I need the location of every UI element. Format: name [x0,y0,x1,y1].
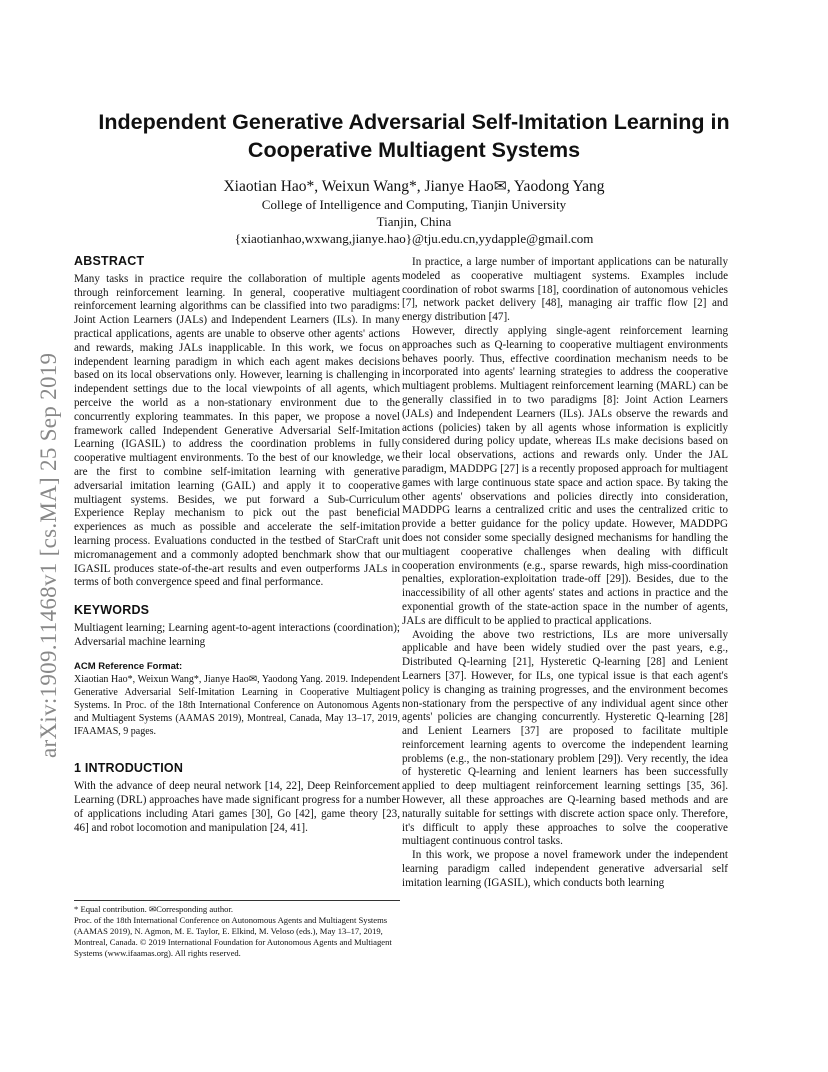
intro-paragraph-1: With the advance of deep neural network [14, 22], Deep Reinforcement Learning (DRL) approaches have made significant progress for a number of applications including Atari games [30], Go [42], game theory [23, 46] and robot locomotion and manipulation [24, 41]. [74,780,400,834]
acm-reference-heading: ACM Reference Format: [74,660,183,672]
keywords-text: Multiagent learning; Learning agent-to-agent interactions (coordination); Adversarial machine learning [74,621,400,648]
keywords-heading: KEYWORDS [74,603,150,618]
paper-title: Independent Generative Adversarial Self-Imitation Learning in Cooperative Multiagent Systems [98,110,730,162]
intro-paragraph-2: In practice, a large number of important applications can be naturally modeled as cooperative multiagent systems. Examples include coordination of robot swarms [18], coordination of autonomous vehicles [7], network packet delivery [48], managing air traffic flow [2] and energy distribution [47]. [402,256,728,324]
footnotes [74,900,400,959]
abstract-heading: ABSTRACT [74,254,145,268]
affiliation-location: Tianjin, China [376,214,452,229]
abstract-text: Many tasks in practice require the collaboration of multiple agents through reinforcement learning. In general, cooperative multiagent reinforcement learning algorithms can be classified into two paradigms: Joint Action Learners (JALs) and Independent Learners (ILs). In many practical applications, agents are unable to observe other agents' actions and rewards, making JALs inapplicable. In this work, we focus on independent learning paradigm in which each agent makes decisions based on its local observations only. However, learning is challenging in independent settings due to the local viewpoints of all agents, which perceive the world as a non-stationary environment due to the concurrently exploring teammates. In this paper, we propose a novel framework called Independent Generative Adversarial Self-Imitation Learning (IGASIL) to address the coordination problems in fully cooperative multiagent environments. To the best of our knowledge, we are the first to combine self-imitation learning with generative adversarial imitation learning (GAIL) and apply it to cooperative multiagent systems. Besides, we put forward a Sub-Curriculum Experience Replay mechanism to pick out the past beneficial experiences as much as possible and accelerate the self-imitation learning process. Evaluations conducted in the testbed of StarCraft unit micromanagement and a commonly adopted benchmark show that our IGASIL produces state-of-the-art results and even outperforms JALs in terms of both convergence speed and final performance. [74,272,400,589]
intro-paragraph-4: Avoiding the above two restrictions, ILs are more universally applicable and have been widely studied over the past years, e.g., Distributed Q-learning [21], Hysteretic Q-learning [28] and Lenient Learners [37]. However, for ILs, one typical issue is that each agent's policy is changing as training progresses, and the environment becomes non-stationary from the perspective of any individual agent since other agents' policies are changing concurrently. Hysteretic Q-learning [28] and Lenient Learners [37] are proposed to facilitate multiple reinforcement learning agents to overcome the independent learning problems (e.g., the non-stationary problem [29]). Very recently, the idea of hysteretic Q-learning and lenient learners has been successfully applied to deep multiagent reinforcement learning settings [35, 36]. However, all these approaches are Q-learning based methods and are naturally suitable for settings with discrete action space only. Therefore, it's difficult to apply these approaches to solve the cooperative multiagent continuous control tasks. [402,628,728,848]
intro-paragraph-5: In this work, we propose a novel framework under the independent learning paradigm called independent generative adversarial self imitation learning (IGASIL), which conducts both learning [402,849,728,889]
affiliation-institution: College of Intelligence and Computing, Tianjin University [261,197,567,212]
affiliation-block [60,196,768,247]
footnote-contribution: * Equal contribution. ✉Corresponding author. [74,904,234,914]
right-column [402,256,728,891]
affiliation-emails: {xiaotianhao,wxwang,jianye.hao}@tju.edu.cn,yydapple@gmail.com [234,231,594,246]
author-list: Xiaotian Hao*, Weixun Wang*, Jianye Hao✉, Yaodong Yang [223,178,605,195]
acm-reference-text: Xiaotian Hao*, Weixun Wang*, Jianye Hao✉, Yaodong Yang. 2019. Independent Generative Adversarial Self-Imitation Learning in Cooperative Multiagent Systems. In Proc. of the 18th International Conference on Autonomous Agents and Multiagent Systems (AAMAS 2019), Montreal, Canada, May 13–17, 2019, IFAAMAS, 9 pages. [74,674,400,738]
introduction-heading: 1 INTRODUCTION [74,761,184,776]
arxiv-identifier: arXiv:1909.11468v1 [cs.MA] 25 Sep 2019 [36,352,61,758]
intro-paragraph-3: However, directly applying single-agent reinforcement learning approaches such as Q-learning to cooperative multiagent environments behaves poorly. Thus, effective coordination mechanism needs to be incorporated into agents' learning strategies to address the cooperative multiagent problems. Multiagent reinforcement learning (MARL) can be generally classified in to two paradigms [8]: Joint Action Learners (JALs) and Independent Learners (ILs). JALs observe the rewards and actions (policies) taken by all agents whose information is explicitly considered during policy update, whereas ILs make decisions based on their local observations, actions and rewards only. Under the JAL paradigm, MADDPG [27] is a recently proposed approach for multiagent games with large continuous state space and action space. By taking the other agents' observations and policies directly into consideration, MADDPG learns a centralized critic and uses the centralized critic to provide a better guidance for the policy update. However, MADDPG does not consider some specially designed mechanisms for handling the multiagent cooperative challenges when dealing with difficult cooperation environments (e.g., sparse rewards, high miss-coordination penalties, exploration-exploitation trade-off [29]). Besides, due to the inaccessibility of all other agents' states and actions in practice and the exponential growth of the state-action space in the number of agents, JALs are difficult to be applied to practical applications. [402,324,728,627]
footnote-proceedings: Proc. of the 18th International Conference on Autonomous Agents and Multiagent Systems (AAMAS 2019), N. Agmon, M. E. Taylor, E. Elkind, M. Veloso (eds.), May 13–17, 2019, Montreal, Canada. © 2019 International Foundation for Autonomous Agents and Multiagent Systems (www.ifaamas.org). All rights reserved. [74,915,392,959]
left-column [74,255,400,835]
